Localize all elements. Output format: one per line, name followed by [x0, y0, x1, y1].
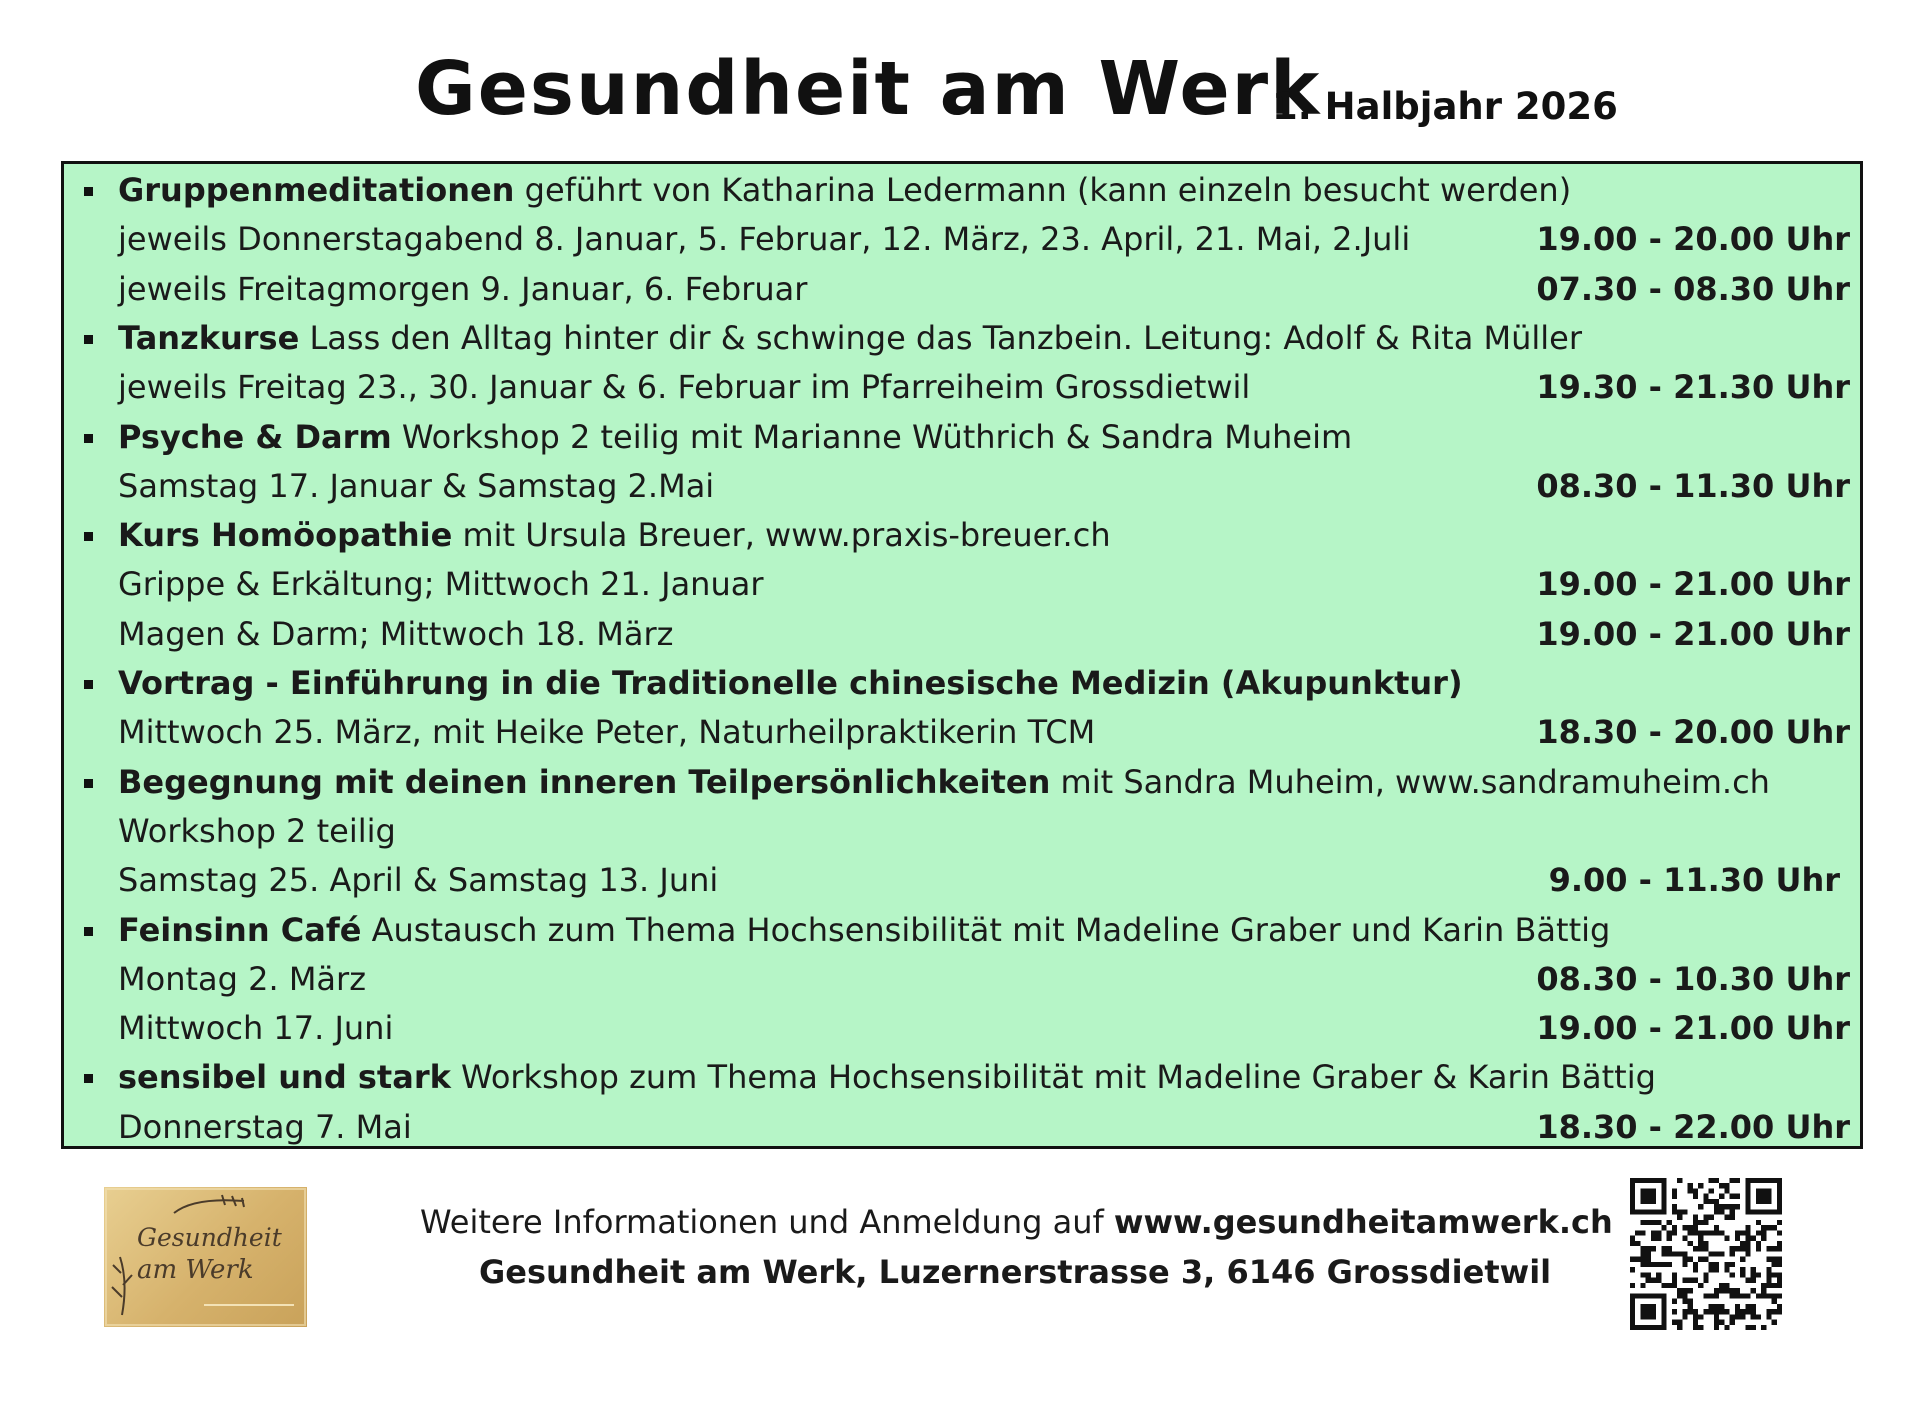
- bullet-icon: [84, 532, 93, 541]
- program-item-description: Workshop 2 teilig mit Marianne Wüthrich & Sandra Muheim: [391, 417, 1353, 456]
- program-item-description: Grippe & Erkältung; Mittwoch 21. Januar: [118, 565, 764, 604]
- program-item-time: 19.00 - 21.00 Uhr: [1536, 1009, 1850, 1048]
- bullet-icon: [84, 680, 93, 689]
- logo-line1: Gesundheit: [137, 1223, 282, 1252]
- footer-info: [420, 1203, 1613, 1241]
- footer-website-link[interactable]: www.gesundheitamwerk.ch: [1113, 1203, 1613, 1241]
- program-item-time: 19.00 - 21.00 Uhr: [1536, 565, 1850, 604]
- program-item-description: Austausch zum Thema Hochsensibilität mit Madeline Graber und Karin Bättig: [361, 910, 1611, 949]
- program-item-text: [118, 166, 1571, 215]
- program-item-title: Tanzkurse: [118, 318, 300, 357]
- program-item-description: Montag 2. März: [118, 959, 366, 998]
- program-item-text: [118, 462, 714, 511]
- program-item-text: [118, 906, 1610, 955]
- program-item-detail: [64, 856, 1860, 905]
- program-item-time: 19.00 - 20.00 Uhr: [1536, 220, 1850, 259]
- program-item-text: [118, 265, 807, 314]
- qr-code[interactable]: [1630, 1178, 1782, 1330]
- program-item-text: [118, 413, 1352, 462]
- program-item-text: [118, 314, 1582, 363]
- program-item-text: [118, 610, 673, 659]
- program-item-description: Lass den Alltag hinter dir & schwinge das Tanzbein. Leitung: Adolf & Rita Müller: [299, 318, 1582, 357]
- program-item-heading: [64, 314, 1860, 363]
- program-item-time: 18.30 - 20.00 Uhr: [1536, 713, 1850, 752]
- program-item-description: mit Sandra Muheim, www.sandramuheim.ch: [1050, 762, 1770, 801]
- program-item-heading: [64, 166, 1860, 215]
- program-item-time: 9.00 - 11.30 Uhr: [1548, 861, 1840, 900]
- program-item-text: [118, 758, 1770, 807]
- program-item-time: 19.00 - 21.00 Uhr: [1536, 614, 1850, 653]
- program-item-detail: [64, 215, 1860, 264]
- program-item-description: Workshop 2 teilig: [118, 811, 396, 850]
- program-item-heading: [64, 511, 1860, 560]
- program-item-description: jeweils Freitagmorgen 9. Januar, 6. Februar: [118, 269, 808, 308]
- program-item-heading: [64, 906, 1860, 955]
- bullet-icon: [84, 187, 93, 196]
- program-item-description: Mittwoch 17. Juni: [118, 1009, 394, 1048]
- bullet-icon: [84, 927, 93, 936]
- program-item-time: 08.30 - 11.30 Uhr: [1536, 466, 1850, 505]
- program-item-text: [118, 215, 1410, 264]
- footer-address: Gesundheit am Werk, Luzernerstrasse 3, 6146 Grossdietwil: [479, 1253, 1552, 1291]
- program-item-time: 08.30 - 10.30 Uhr: [1536, 959, 1850, 998]
- bullet-icon: [84, 779, 93, 788]
- page-title: Gesundheit am Werk: [415, 46, 1322, 132]
- program-item-text: [118, 363, 1250, 412]
- program-item-text: [118, 511, 1111, 560]
- program-item-description: Mittwoch 25. März, mit Heike Peter, Naturheilpraktikerin TCM: [118, 713, 1096, 752]
- footer-info-prefix: Weitere Informationen und Anmeldung auf: [420, 1203, 1114, 1241]
- program-item-text: [118, 856, 718, 905]
- program-item-time: 07.30 - 08.30 Uhr: [1536, 269, 1850, 308]
- program-item-detail: [64, 807, 1860, 856]
- program-item-description: Samstag 25. April & Samstag 13. Juni: [118, 861, 719, 900]
- bullet-icon: [84, 335, 93, 344]
- program-item-detail: [64, 560, 1860, 609]
- program-item-heading: [64, 413, 1860, 462]
- program-item-text: [118, 1004, 393, 1053]
- program-item-title: Psyche & Darm: [118, 417, 392, 456]
- program-item-detail: [64, 1004, 1860, 1053]
- logo-line2: am Werk: [137, 1255, 254, 1285]
- program-item-heading: [64, 659, 1860, 708]
- program-item-text: [118, 659, 1463, 708]
- program-item-text: [118, 1103, 412, 1152]
- program-item-detail: [64, 610, 1860, 659]
- program-item-title: sensibel und stark: [118, 1058, 451, 1097]
- program-item-time: 18.30 - 22.00 Uhr: [1536, 1107, 1850, 1146]
- program-item-detail: [64, 265, 1860, 314]
- program-item-title: Kurs Homöopathie: [118, 516, 453, 555]
- program-box: [61, 161, 1863, 1149]
- program-item-text: [118, 1053, 1656, 1102]
- program-item-heading: [64, 758, 1860, 807]
- program-item-description: Donnerstag 7. Mai: [118, 1107, 412, 1146]
- program-item-description: jeweils Donnerstagabend 8. Januar, 5. Februar, 12. März, 23. April, 21. Mai, 2.Juli: [118, 220, 1411, 259]
- program-item-title: Gruppenmeditationen: [118, 171, 515, 209]
- program-item-detail: [64, 363, 1860, 412]
- program-item-time: 19.30 - 21.30 Uhr: [1536, 368, 1850, 407]
- program-item-text: [118, 560, 764, 609]
- program-item-description: Workshop zum Thema Hochsensibilität mit Madeline Graber & Karin Bättig: [450, 1058, 1656, 1097]
- program-item-detail: [64, 1103, 1860, 1152]
- program-item-text: [118, 807, 396, 856]
- program-item-description: mit Ursula Breuer, www.praxis-breuer.ch: [452, 516, 1111, 555]
- program-item-detail: [64, 955, 1860, 1004]
- logo: [104, 1187, 307, 1327]
- page-subtitle: 1. Halbjahr 2026: [1272, 85, 1618, 128]
- program-item-title: Feinsinn Café: [118, 910, 362, 949]
- bullet-icon: [84, 1074, 93, 1083]
- program-item-text: [118, 708, 1095, 757]
- program-item-text: [118, 955, 366, 1004]
- program-item-description: geführt von Katharina Ledermann (kann einzeln besucht werden): [514, 171, 1572, 209]
- program-item-heading: [64, 1053, 1860, 1102]
- program-item-detail: [64, 708, 1860, 757]
- program-item-title: Vortrag - Einführung in die Traditionelle chinesische Medizin (Akupunktur): [118, 664, 1463, 702]
- program-item-description: Samstag 17. Januar & Samstag 2.Mai: [118, 466, 715, 505]
- program-item-detail: [64, 462, 1860, 511]
- program-item-title: Begegnung mit deinen inneren Teilpersönlichkeiten: [118, 762, 1051, 801]
- program-item-description: Magen & Darm; Mittwoch 18. März: [118, 614, 674, 653]
- program-item-description: jeweils Freitag 23., 30. Januar & 6. Februar im Pfarreiheim Grossdietwil: [118, 368, 1251, 407]
- bullet-icon: [84, 434, 93, 443]
